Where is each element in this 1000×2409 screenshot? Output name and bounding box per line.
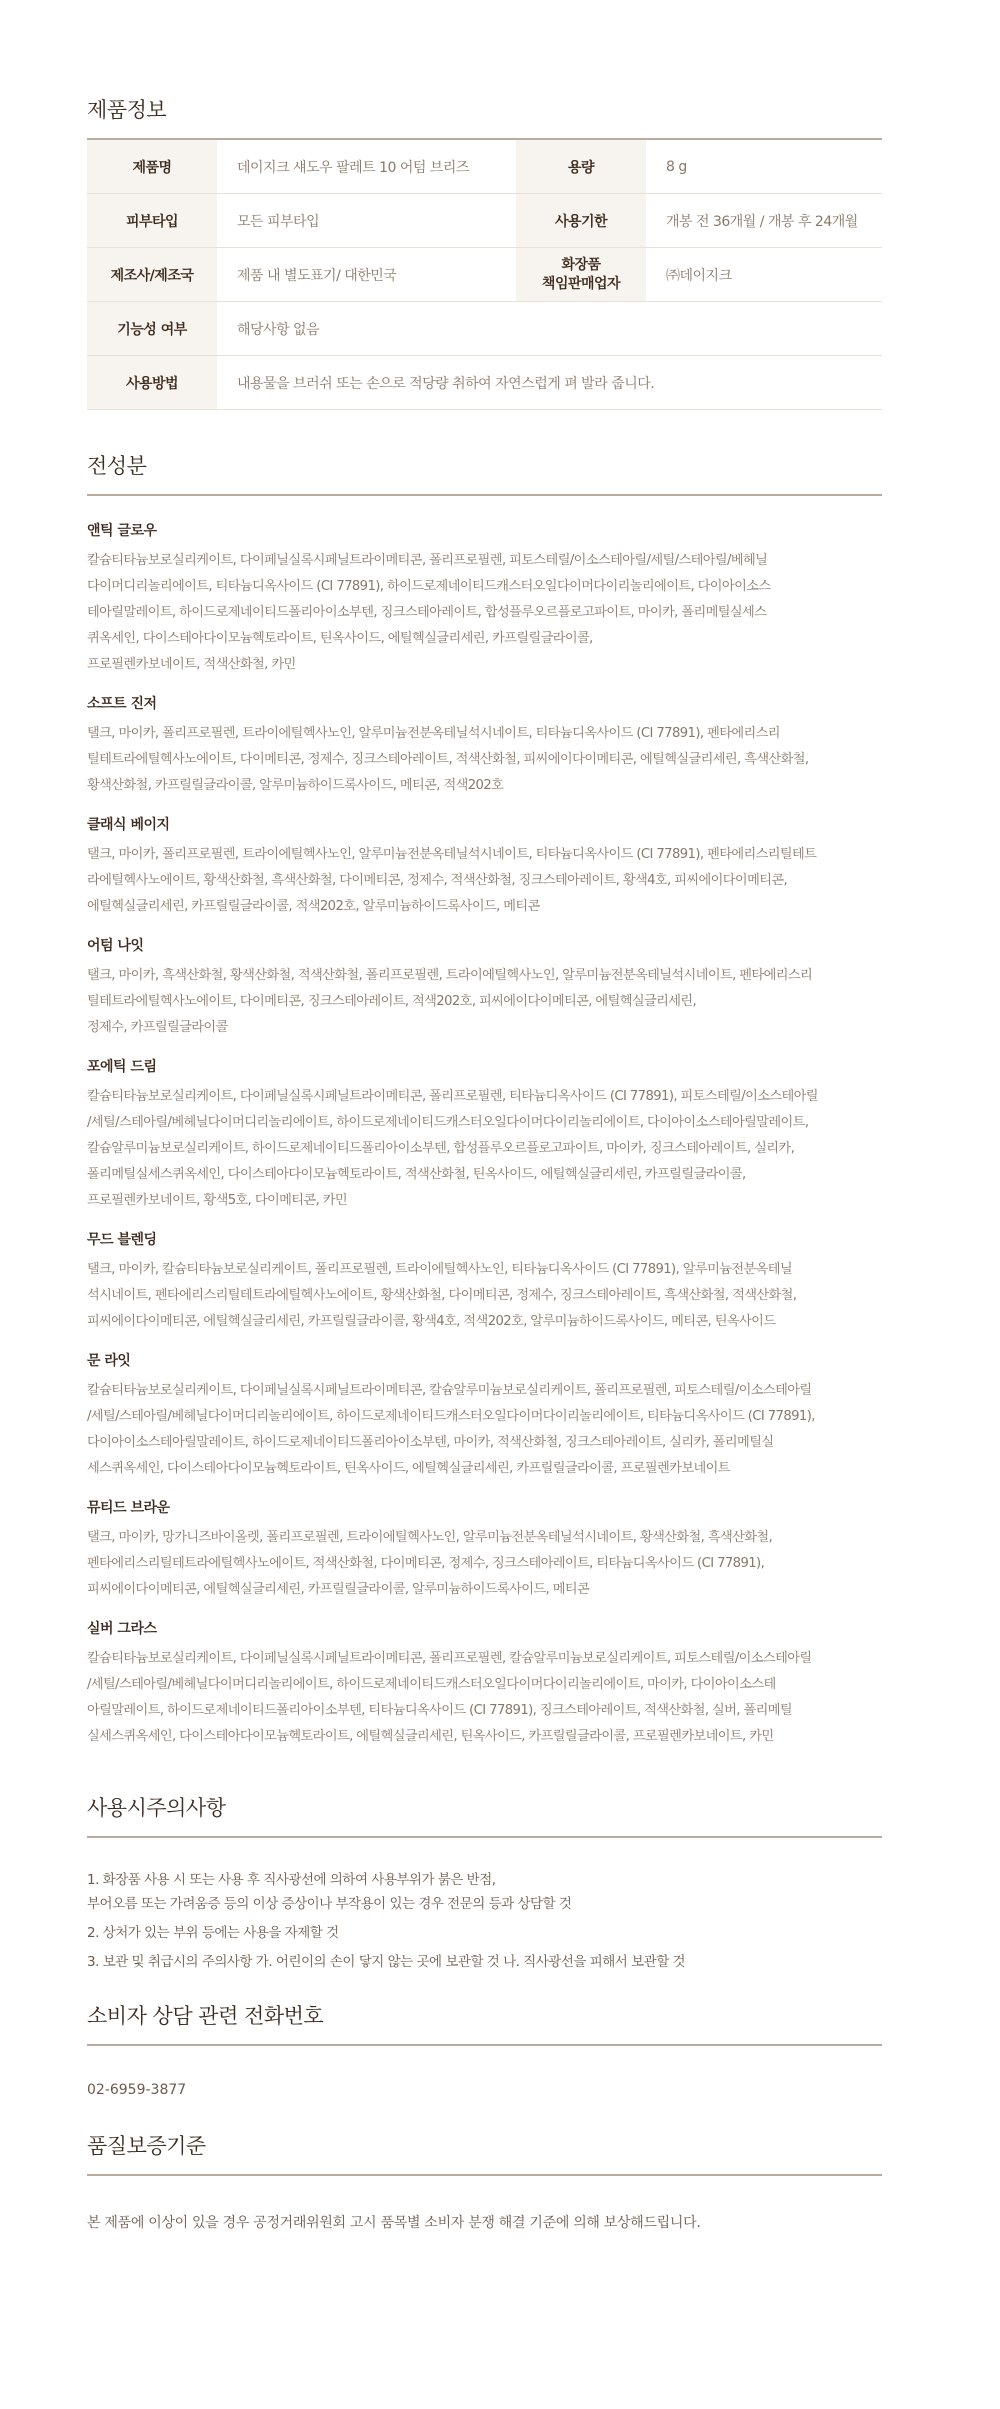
seller-label (516, 248, 646, 302)
info-row (87, 302, 882, 356)
ingredient-text (87, 1646, 882, 1750)
ingredient-line: 황색산화철, 카프릴릴글라이콜, 알루미늄하이드록사이드, 메티콘, 적색202호 (87, 778, 504, 793)
ingredient-line: 정제수, 카프릴릴글라이콜 (87, 1020, 228, 1035)
ingredient-line: 세스퀴옥세인, 다이스테아다이모늄헥토라이트, 틴옥사이드, 에틸헥실글리세린, 카프릴릴글라이콜, 프로필렌카보네이트 (87, 1461, 730, 1476)
ingredient-shade-name: 뮤티드 브라운 (87, 1500, 170, 1516)
ingredient-item (87, 520, 882, 678)
ingredient-line: 칼슘티타늄보로실리케이트, 다이페닐실록시페닐트라이메티콘, 폴리프로필렌, 칼슘알루미늄보로실리케이트, 피토스테릴/이소스테아릴 (87, 1651, 812, 1666)
info-row (87, 194, 882, 248)
expiry-value: 개봉 전 36개월 / 개봉 후 24개월 (646, 194, 882, 248)
ingredient-line: 폴리메틸실세스퀴옥세인, 다이스테아다이모늄헥토라이트, 적색산화철, 틴옥사이드, 에틸헥실글리세린, 카프릴릴글라이콜, (87, 1167, 746, 1182)
ingredients-list (87, 520, 882, 1750)
ingredient-text (87, 721, 882, 799)
ingredient-line: /세틸/스테아릴/베헤닐다이머디리놀리에이트, 하이드로제네이티드캐스터오일다이머다이리놀리에이트, 마이카, 다이아이소스테 (87, 1677, 776, 1692)
ingredient-item (87, 814, 882, 920)
ingredient-shade-name: 문 라잇 (87, 1353, 131, 1369)
cautions-title: 사용시주의사항 (87, 1792, 882, 1838)
ingredient-line: 프로필렌카보네이트, 적색산화철, 카민 (87, 657, 296, 672)
caution-item (87, 1921, 882, 1945)
quality-title: 품질보증기준 (87, 2130, 882, 2176)
ingredient-line: 틸테트라에틸헥사노에이트, 다이메티콘, 정제수, 징크스테아레이트, 적색산화철, 피씨에이다이메티콘, 에틸헥실글리세린, 흑색산화철, (87, 752, 809, 767)
ingredient-line: 칼슘티타늄보로실리케이트, 다이페닐실록시페닐트라이메티콘, 칼슘알루미늄보로실리케이트, 폴리프로필렌, 피토스테릴/이소스테아릴 (87, 1383, 812, 1398)
volume-label: 용량 (516, 140, 646, 194)
ingredient-line: 탤크, 마이카, 망가니즈바이올렛, 폴리프로필렌, 트라이에틸헥사노인, 알루미늄전분옥테닐석시네이트, 황색산화철, 흑색산화철, (87, 1530, 773, 1545)
seller-value: ㈜데이지크 (646, 248, 882, 302)
caution-line: 1. 화장품 사용 시 또는 사용 후 직사광선에 의하여 사용부위가 붉은 반점, (87, 1872, 496, 1888)
ingredient-line: 피씨에이다이메티콘, 에틸헥실글리세린, 카프릴릴글라이콜, 알루미늄하이드록사이드, 메티콘 (87, 1582, 590, 1597)
usage-value: 내용물을 브러쉬 또는 손으로 적당량 취하여 자연스럽게 펴 발라 줍니다. (217, 356, 882, 410)
caution-item (87, 1950, 882, 1974)
usage-label: 사용방법 (87, 356, 217, 410)
ingredient-text (87, 1257, 882, 1335)
ingredient-line: 틸테트라에틸헥사노에이트, 다이메티콘, 징크스테아레이트, 적색202호, 피씨에이다이메티콘, 에틸헥실글리세린, (87, 994, 697, 1009)
quality-statement: 본 제품에 이상이 있을 경우 공정거래위원회 고시 품목별 소비자 분쟁 해결 기준에 의해 보상해드립니다. (87, 2215, 701, 2231)
ingredient-line: 피씨에이다이메티콘, 에틸헥실글리세린, 카프릴릴글라이콜, 황색4호, 적색202호, 알루미늄하이드록사이드, 메티콘, 틴옥사이드 (87, 1314, 776, 1329)
manufacturer-label: 제조사/제조국 (87, 248, 217, 302)
ingredient-item (87, 935, 882, 1041)
caution-line: 2. 상처가 있는 부위 등에는 사용을 자제할 것 (87, 1925, 339, 1941)
skin-type-value: 모든 피부타입 (217, 194, 516, 248)
product-info-title: 제품정보 (87, 94, 882, 140)
ingredients-section (87, 450, 882, 1765)
info-row (87, 140, 882, 194)
ingredient-text (87, 1378, 882, 1482)
ingredient-text (87, 842, 882, 920)
ingredient-line: 탤크, 마이카, 폴리프로필렌, 트라이에틸헥사노인, 알루미늄전분옥테닐석시네이트, 티타늄디옥사이드 (CI 77891), 펜타에리스리 (87, 726, 780, 741)
skin-type-label: 피부타입 (87, 194, 217, 248)
product-info-table (87, 140, 882, 410)
ingredient-text (87, 548, 882, 678)
ingredient-shade-name: 소프트 진저 (87, 696, 157, 712)
ingredient-item (87, 693, 882, 799)
ingredient-line: 칼슘티타늄보로실리케이트, 다이페닐실록시페닐트라이메티콘, 폴리프로필렌, 피토스테릴/이소스테아릴/세틸/스테아릴/베헤닐 (87, 553, 768, 568)
ingredient-line: 프로필렌카보네이트, 황색5호, 다이메티콘, 카민 (87, 1193, 347, 1208)
ingredient-shade-name: 무드 블렌딩 (87, 1232, 157, 1248)
ingredient-line: 석시네이트, 펜타에리스리틸테트라에틸헥사노에이트, 황색산화철, 다이메티콘, 정제수, 징크스테아레이트, 흑색산화철, 적색산화철, (87, 1288, 797, 1303)
ingredient-text (87, 963, 882, 1041)
ingredient-line: /세틸/스테아릴/베헤닐다이머디리놀리에이트, 하이드로제네이티드캐스터오일다이머다이리놀리에이트, 다이아이소스테아릴말레이트, (87, 1115, 809, 1130)
ingredient-text (87, 1525, 882, 1603)
ingredient-line: 아릴말레이트, 하이드로제네이티드폴리아이소부텐, 티타늄디옥사이드 (CI 77891), 징크스테아레이트, 적색산화철, 실버, 폴리메틸 (87, 1703, 793, 1718)
ingredient-line: 펜타에리스리틸테트라에틸헥사노에이트, 적색산화철, 다이메티콘, 정제수, 징크스테아레이트, 티타늄디옥사이드 (CI 77891), (87, 1556, 765, 1571)
cautions-list (87, 1868, 882, 1974)
ingredients-title: 전성분 (87, 450, 882, 496)
ingredient-line: 탤크, 마이카, 칼슘티타늄보로실리케이트, 폴리프로필렌, 트라이에틸헥사노인, 티타늄디옥사이드 (CI 77891), 알루미늄전분옥테닐 (87, 1262, 793, 1277)
ingredient-line: 칼슘알루미늄보로실리케이트, 하이드로제네이티드폴리아이소부텐, 합성플루오르플로고파이트, 마이카, 징크스테아레이트, 실리카, (87, 1141, 795, 1156)
manufacturer-value: 제품 내 별도표기/ 대한민국 (217, 248, 516, 302)
ingredient-line: 다이머디리놀리에이트, 티타늄디옥사이드 (CI 77891), 하이드로제네이티드캐스터오일다이머다이리놀리에이트, 다이아이소스 (87, 579, 771, 594)
ingredient-shade-name: 포에틱 드림 (87, 1059, 157, 1075)
volume-value: 8 g (646, 140, 882, 194)
ingredient-line: 실세스퀴옥세인, 다이스테아다이모늄헥토라이트, 에틸헥실글리세린, 틴옥사이드, 카프릴릴글라이콜, 프로필렌카보네이트, 카민 (87, 1729, 774, 1744)
ingredient-line: 탤크, 마이카, 흑색산화철, 황색산화철, 적색산화철, 폴리프로필렌, 트라이에틸헥사노인, 알루미늄전분옥테닐석시네이트, 펜타에리스리 (87, 968, 813, 983)
phone-section (87, 2000, 882, 2098)
phone-title: 소비자 상담 관련 전화번호 (87, 2000, 882, 2046)
ingredient-item (87, 1618, 882, 1750)
caution-line: 3. 보관 및 취급시의 주의사항 가. 어린이의 손이 닿지 않는 곳에 보관할 것 나. 직사광선을 피해서 보관할 것 (87, 1954, 686, 1970)
cautions-section (87, 1792, 882, 1979)
seller-label-line1: 화장품 (561, 256, 601, 273)
quality-section (87, 2130, 882, 2232)
phone-number: 02-6959-3877 (87, 2082, 187, 2098)
product-name-label: 제품명 (87, 140, 217, 194)
caution-item (87, 1868, 882, 1916)
functional-label: 기능성 여부 (87, 302, 217, 356)
info-row (87, 356, 882, 410)
ingredient-line: 에틸헥실글리세린, 카프릴릴글라이콜, 적색202호, 알루미늄하이드록사이드, 메티콘 (87, 899, 540, 914)
seller-label-line2: 책임판매업자 (541, 275, 621, 292)
expiry-label: 사용기한 (516, 194, 646, 248)
ingredient-shade-name: 실버 그라스 (87, 1621, 157, 1637)
caution-line: 부어오름 또는 가려움증 등의 이상 증상이나 부작용이 있는 경우 전문의 등과 상담할 것 (87, 1896, 572, 1912)
ingredient-item (87, 1056, 882, 1214)
ingredient-shade-name: 클래식 베이지 (87, 817, 170, 833)
ingredient-line: /세틸/스테아릴/베헤닐다이머디리놀리에이트, 하이드로제네이티드캐스터오일다이머다이리놀리에이트, 티타늄디옥사이드 (CI 77891), (87, 1409, 815, 1424)
functional-value: 해당사항 없음 (217, 302, 882, 356)
ingredient-shade-name: 어텀 나잇 (87, 938, 144, 954)
ingredient-line: 탤크, 마이카, 폴리프로필렌, 트라이에틸헥사노인, 알루미늄전분옥테닐석시네이트, 티타늄디옥사이드 (CI 77891), 펜타에리스리틸테트 (87, 847, 817, 862)
ingredient-line: 다이아이소스테아릴말레이트, 하이드로제네이티드폴리아이소부텐, 마이카, 적색산화철, 징크스테아레이트, 실리카, 폴리메틸실 (87, 1435, 774, 1450)
ingredient-line: 테아릴말레이트, 하이드로제네이티드폴리아이소부텐, 징크스테아레이트, 합성플루오르플로고파이트, 마이카, 폴리메틸실세스 (87, 605, 767, 620)
product-info-section (87, 94, 882, 410)
ingredient-line: 라에틸헥사노에이트, 황색산화철, 흑색산화철, 다이메티콘, 정제수, 적색산화철, 징크스테아레이트, 황색4호, 피씨에이다이메티콘, (87, 873, 788, 888)
info-row (87, 248, 882, 302)
ingredient-item (87, 1229, 882, 1335)
product-name-value: 데이지크 섀도우 팔레트 10 어텀 브리즈 (217, 140, 516, 194)
ingredient-line: 칼슘티타늄보로실리케이트, 다이페닐실록시페닐트라이메티콘, 폴리프로필렌, 티타늄디옥사이드 (CI 77891), 피토스테릴/이소스테아릴 (87, 1089, 818, 1104)
ingredient-text (87, 1084, 882, 1214)
ingredient-shade-name: 앤틱 글로우 (87, 523, 157, 539)
ingredient-item (87, 1497, 882, 1603)
ingredient-line: 퀴옥세인, 다이스테아다이모늄헥토라이트, 틴옥사이드, 에틸헥실글리세린, 카프릴릴글라이콜, (87, 631, 593, 646)
ingredient-item (87, 1350, 882, 1482)
